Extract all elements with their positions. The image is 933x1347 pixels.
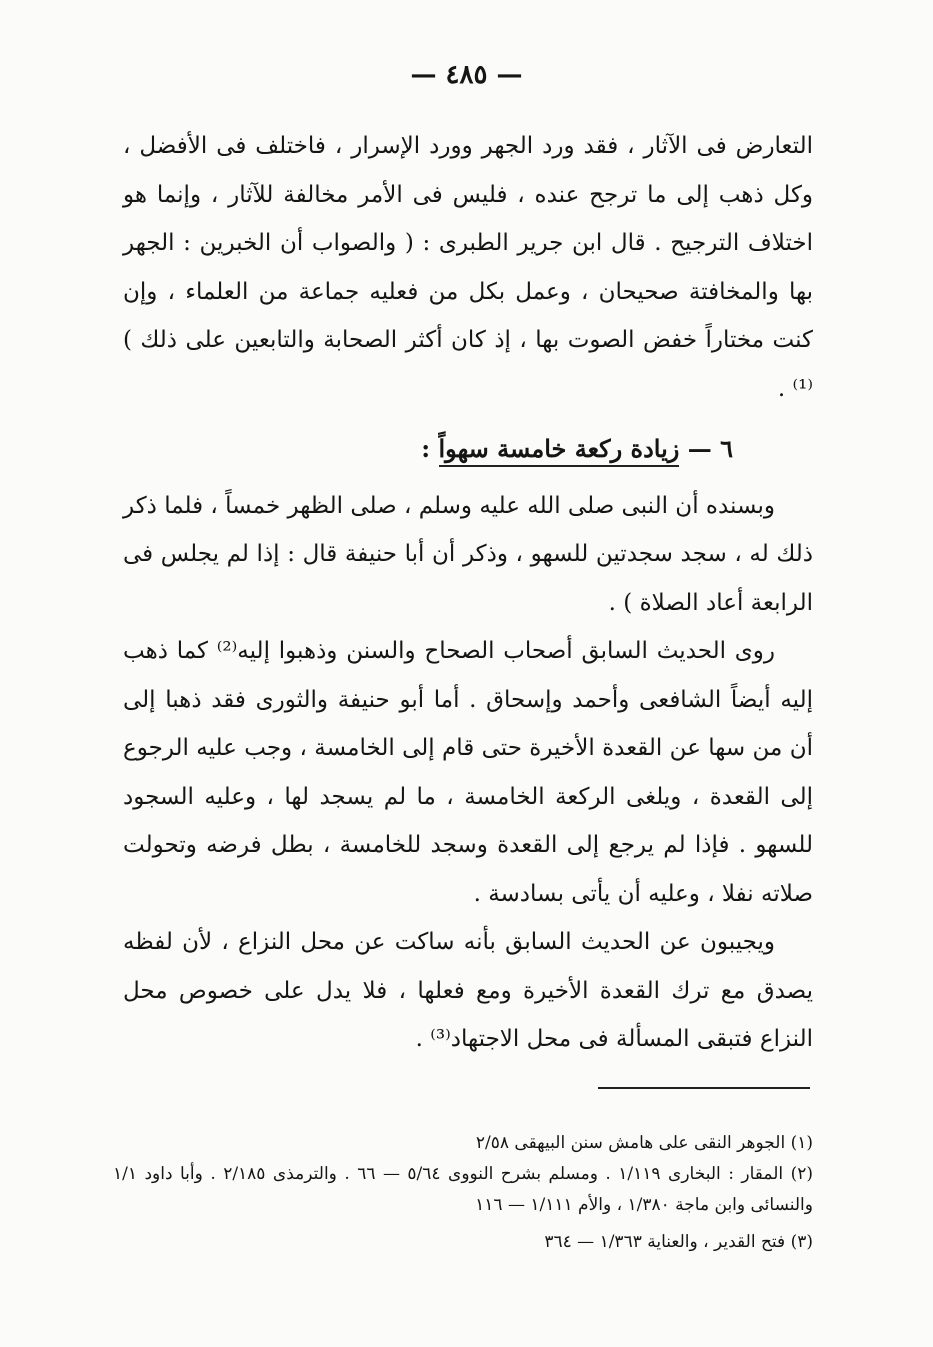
- footnote-divider: [598, 1087, 810, 1089]
- paragraph-2: وبسنده أن النبى صلى الله عليه وسلم ، صلى الظهر خمساً ، فلما ذكر ذلك له ، سجد سجدتين للسهو ، وذكر أن أبا حنيفة قال : إذا لم يجلس فى الرابعة أعاد الصلاة ) .: [123, 492, 813, 616]
- footnote-1: (١) الجوهر النقى على هامش سنن البيهقى ٢/٥٨: [475, 1133, 813, 1153]
- paragraph-1: التعارض فى الآثار ، فقد ورد الجهر وورد الإسرار ، فاختلف فى الأفضل ، وكل ذهب إلى ما ترجح عنده ، فليس فى الأمر مخالفة للآثار ، وإنما هو اختلاف الترجيح . قال ابن جرير الطبرى : ( والصواب أن الخبرين : الجهر بها والمخافتة صحيحان ، وعمل بكل من فعليه جماعة من العلماء ، وإن كنت مختاراً خفض الصوت بها ، إذ كان أكثر الصحابة والتابعين على ذلك )⁽¹⁾ .: [123, 133, 813, 402]
- section-heading: [123, 425, 813, 474]
- paragraph-4: ويجيبون عن الحديث السابق بأنه ساكت عن محل النزاع ، لأن لفظه يصدق مع ترك القعدة الأخيرة ومع فعلها ، فلا يدل على خصوص محل النزاع فتبقى المسألة فى محل الاجتهاد⁽³⁾ .: [123, 929, 813, 1052]
- section-title: زيادة ركعة خامسة سهواً: [439, 434, 680, 467]
- footnotes: [113, 1128, 813, 1258]
- footnote-2: (٢) المقار : البخارى ١/١١٩ . ومسلم بشرح النووى ٥/٦٤ — ٦٦ . والترمذى ٢/١٨٥ . وأبا داود ١/١ والنسائى وابن ماجة ١/٣٨٠ ، والأم ١/١١١ — ١١٦: [113, 1164, 813, 1215]
- page-number: — ٤٨٥ —: [410, 60, 523, 90]
- footnote-3: (٣) فتح القدير ، والعناية ١/٣٦٣ — ٣٦٤: [544, 1232, 813, 1252]
- section-colon: :: [421, 434, 431, 463]
- paragraph-3: روى الحديث السابق أصحاب الصحاح والسنن وذهبوا إليه⁽²⁾ كما ذهب إليه أيضاً الشافعى وأحمد وإسحاق . أما أبو حنيفة والثورى فقد ذهبا إلى أن من سها عن القعدة الأخيرة حتى قام إلى الخامسة ، وجب عليه الرجوع إلى القعدة ، ويلغى الركعة الخامسة ، ما لم يسجد لها ، وعليه السجود للسهو . فإذا لم يرجع إلى القعدة وسجد للخامسة ، بطل فرضه وتحولت صلاته نفلا ، وعليه أن يأتى بسادسة .: [123, 638, 813, 907]
- body-text: [123, 122, 813, 1064]
- section-number: ٦ —: [687, 434, 733, 463]
